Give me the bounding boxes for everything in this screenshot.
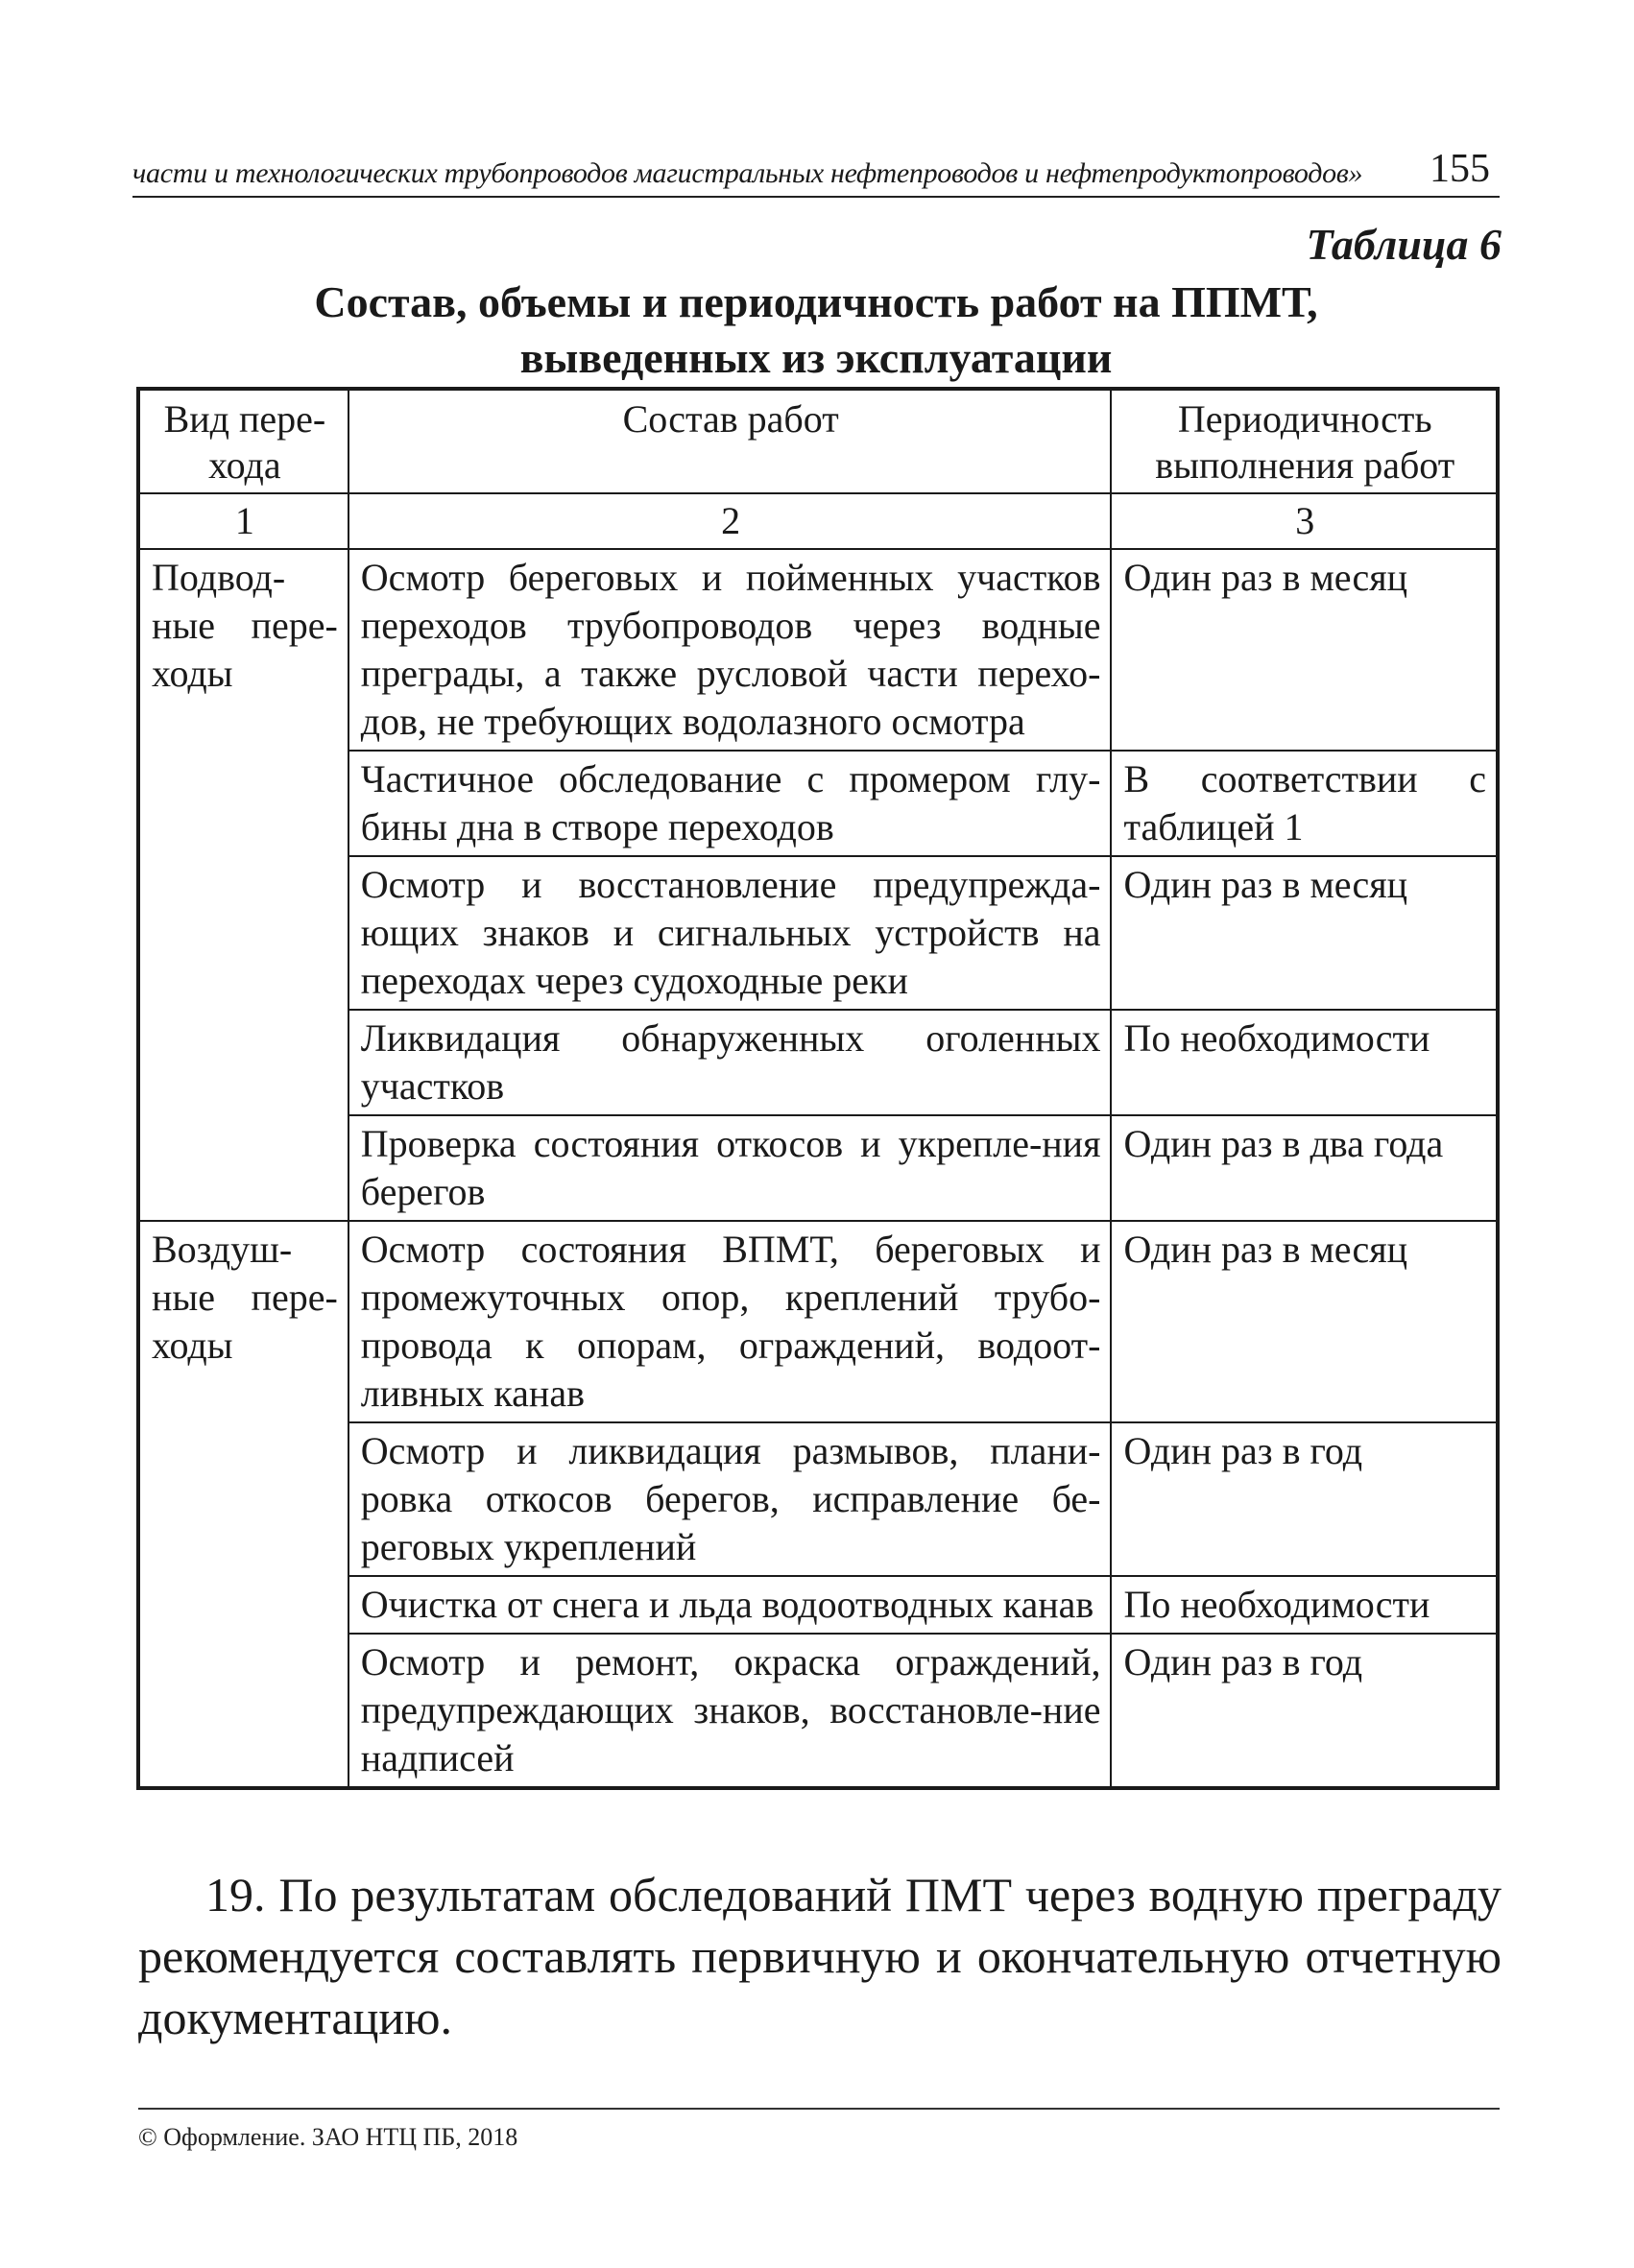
period-cell: Один раз в два года <box>1111 1115 1498 1221</box>
page-number: 155 <box>1430 147 1490 191</box>
footer-copyright: © Оформление. ЗАО НТЦ ПБ, 2018 <box>138 2123 518 2151</box>
period-cell: По необходимости <box>1111 1576 1498 1634</box>
crossing-type-underwater: Подвод-ные пере-ходы <box>138 549 348 1221</box>
period-cell: По необходимости <box>1111 1010 1498 1115</box>
work-cell: Проверка состояния откосов и укрепле-ния берегов <box>348 1115 1112 1221</box>
table-label: Таблица 6 <box>1306 220 1502 269</box>
table-title-line-1: Состав, объемы и периодичность работ на ППМТ, <box>314 277 1318 326</box>
footer-divider <box>138 2108 1500 2110</box>
period-cell: Один раз в месяц <box>1111 1221 1498 1422</box>
period-cell: Один раз в год <box>1111 1422 1498 1576</box>
period-cell: Один раз в месяц <box>1111 856 1498 1010</box>
table-row <box>138 1221 1498 1422</box>
work-cell: Осмотр береговых и пойменных участков переходов трубопроводов через водные преграды, а также русловой части перехо-дов, не требующих водолазного осмотра <box>348 549 1112 751</box>
work-cell: Частичное обследование с промером глу-бины дна в створе переходов <box>348 751 1112 856</box>
running-head-text: части и технологических трубопроводов магистральных нефтепроводов и нефтепродуктопроводов» <box>132 157 1363 189</box>
table-title-line-2: выведенных из эксплуатации <box>519 333 1113 382</box>
column-numbers-row <box>138 493 1498 549</box>
work-cell: Осмотр состояния ВПМТ, береговых и промежуточных опор, креплений трубо-провода к опорам, ограждений, водоот-ливных канав <box>348 1221 1112 1422</box>
header-work-composition: Состав работ <box>348 389 1112 493</box>
column-number: 1 <box>138 493 348 549</box>
work-cell: Очистка от снега и льда водоотводных канав <box>348 1576 1112 1634</box>
crossing-type-aerial: Воздуш-ные пере-ходы <box>138 1221 348 1788</box>
header-periodicity: Периодичность выполнения работ <box>1111 389 1498 493</box>
table-header-row <box>138 389 1498 493</box>
header-crossing-type: Вид пере-хода <box>138 389 348 493</box>
work-cell: Ликвидация обнаруженных оголенных участков <box>348 1010 1112 1115</box>
paragraph-19: 19. По результатам обследований ПМТ через водную преграду рекомендуется составлять первичную и окончательную отчетную документацию. <box>138 1868 1502 2044</box>
column-number: 3 <box>1111 493 1498 549</box>
work-cell: Осмотр и восстановление предупрежда-ющих знаков и сигнальных устройств на переходах через судоходные реки <box>348 856 1112 1010</box>
work-cell: Осмотр и ликвидация размывов, плани-ровка откосов берегов, исправление бе-реговых укреплений <box>348 1422 1112 1576</box>
table-title <box>134 275 1498 386</box>
period-cell: В соответствии с таблицей 1 <box>1111 751 1498 856</box>
table-row <box>138 549 1498 751</box>
works-table <box>136 387 1500 1790</box>
work-cell: Осмотр и ремонт, окраска ограждений, предупреждающих знаков, восстановле-ние надписей <box>348 1634 1112 1788</box>
period-cell: Один раз в год <box>1111 1634 1498 1788</box>
period-cell: Один раз в месяц <box>1111 549 1498 751</box>
column-number: 2 <box>348 493 1112 549</box>
running-head <box>132 144 1500 198</box>
